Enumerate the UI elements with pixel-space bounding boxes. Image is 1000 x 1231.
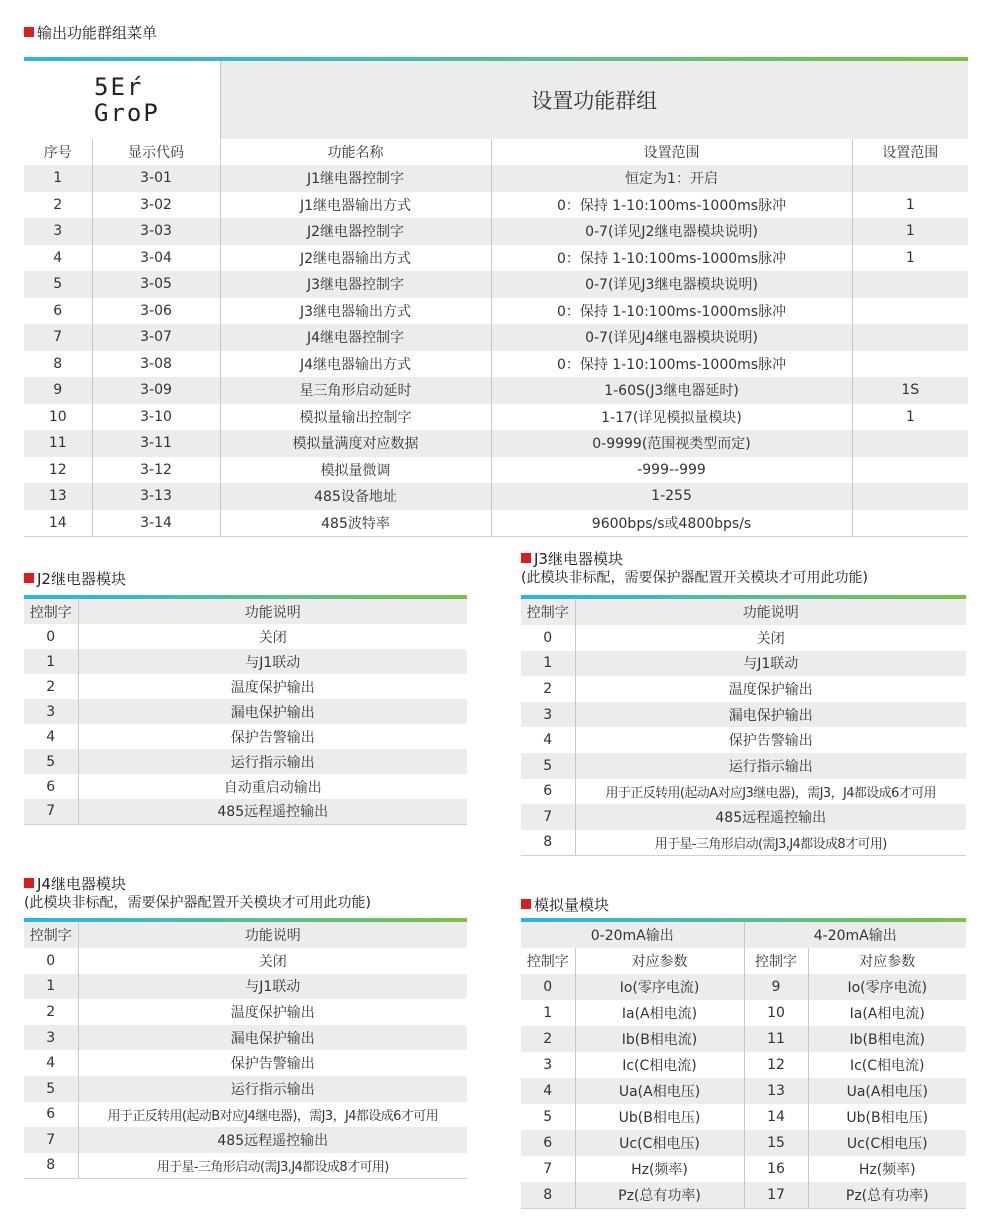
table-row: [24, 674, 467, 699]
j3-subtitle: (此模块非标配，需要保护器配置开关模块才可用此功能): [521, 570, 868, 586]
table-cell: 5: [24, 271, 92, 298]
analog-group-row: [521, 922, 966, 948]
table-cell: 3: [24, 699, 78, 724]
table-row: [521, 1156, 966, 1182]
table-cell: 4: [521, 1078, 575, 1104]
table-cell: Io(零序电流): [808, 974, 966, 1000]
header-cell: 对应参数: [575, 948, 744, 974]
table-row: [521, 1000, 966, 1026]
table-cell: 3-10: [92, 404, 220, 431]
table-cell: 3-05: [92, 271, 220, 298]
table-cell: 3-06: [92, 298, 220, 325]
table-cell: 2: [543, 680, 553, 697]
red-square-icon: [24, 878, 34, 888]
analog-section-title: [521, 896, 609, 914]
table-row: [24, 749, 467, 774]
table-row: [24, 799, 467, 824]
table-row: [24, 1153, 467, 1179]
table-cell: 12: [48, 461, 67, 478]
table-cell: 485设备地址: [220, 483, 491, 510]
table-cell: 3-01: [92, 165, 220, 192]
table-row: [521, 1104, 966, 1130]
logo-cell: [24, 61, 220, 139]
table-cell: 1: [852, 245, 968, 272]
table-row: [24, 218, 968, 245]
table-row: [521, 625, 966, 651]
analog-table: [521, 922, 966, 1209]
table-cell: 运行指示输出: [78, 749, 467, 774]
table-cell: Ua(A相电压): [575, 1078, 744, 1104]
header-cell: 设置范围: [852, 139, 968, 165]
table-cell: 保护告警输出: [575, 727, 966, 753]
header-cell: 功能名称: [220, 139, 491, 165]
j3-table: [521, 599, 966, 856]
j3-section-title: [521, 550, 623, 568]
analog-title-text: 模拟量模块: [534, 896, 610, 914]
table-cell: 0: [46, 628, 56, 645]
table-cell: 9: [744, 974, 808, 1000]
table-cell: 用于星-三角形启动(需J3,J4都设成8才可用): [78, 1153, 467, 1179]
table-cell: 1: [521, 651, 575, 677]
table-cell: 2: [46, 678, 56, 695]
header-cell: 控制字: [521, 599, 575, 625]
table-cell: 星三角形启动延时: [220, 377, 491, 404]
table-cell: 1: [24, 649, 78, 674]
table-cell: J3继电器输出方式: [220, 298, 491, 325]
j3-header-row: [521, 599, 966, 625]
table-cell: 7: [24, 1127, 78, 1153]
table-cell: 3-04: [92, 245, 220, 272]
table-cell: 漏电保护输出: [78, 1025, 467, 1051]
table-cell: 恒定为1：开启: [491, 165, 852, 192]
table-cell: 1-17(详见模拟量模块): [491, 404, 852, 431]
table-cell: J1继电器输出方式: [220, 192, 491, 219]
table-cell: 6: [46, 778, 56, 795]
table-cell: 1-255: [491, 483, 852, 510]
table-row: [521, 702, 966, 728]
table-cell: 8: [521, 830, 575, 856]
table-cell: 用于正反转用(起动A对应J3继电器)，需J3，J4都设成6才可用: [575, 779, 966, 805]
table-row: [24, 298, 968, 325]
table-cell: 4: [543, 732, 553, 749]
header-cell: 显示代码: [92, 139, 220, 165]
table-cell: 8: [521, 1182, 575, 1208]
table-cell: Hz(频率): [808, 1156, 966, 1182]
table-cell: 1: [24, 165, 92, 192]
table-cell: 0: [521, 974, 575, 1000]
table-cell: 用于正反转用(起动B对应J4继电器)，需J3，J4都设成6才可用: [78, 1102, 467, 1128]
table-row: [24, 699, 467, 724]
table-row: [521, 1130, 966, 1156]
table-cell: 6: [521, 1130, 575, 1156]
table-row: [521, 1026, 966, 1052]
table-cell: Pz(总有功率): [575, 1182, 744, 1208]
table-row: [24, 510, 968, 537]
table-cell: 3-02: [92, 192, 220, 219]
table-row: [24, 1025, 467, 1051]
red-square-icon: [521, 553, 531, 563]
table-cell: 关闭: [575, 625, 966, 651]
table-cell: Ib(B相电流): [808, 1026, 966, 1052]
table-cell: 0：保持 1-10:100ms-1000ms脉冲: [491, 298, 852, 325]
table-cell: 温度保护输出: [575, 676, 966, 702]
table-cell: J1继电器控制字: [220, 165, 491, 192]
table-cell: 9: [24, 377, 92, 404]
table-cell: 1: [852, 218, 968, 245]
table-cell: [852, 351, 968, 378]
table-cell: J2继电器输出方式: [220, 245, 491, 272]
table-cell: 1: [24, 974, 78, 1000]
table-cell: 3-09: [92, 377, 220, 404]
table-cell: 2: [521, 1026, 575, 1052]
table-row: [521, 974, 966, 1000]
table-row: [521, 830, 966, 856]
table-row: [24, 724, 467, 749]
table-cell: Io(零序电流): [575, 974, 744, 1000]
table-row: [521, 727, 966, 753]
table-row: [24, 1050, 467, 1076]
logo-line1: 5Eŕ: [94, 73, 144, 101]
table-cell: 8: [24, 1153, 78, 1179]
table-cell: J3继电器控制字: [220, 271, 491, 298]
j4-subtitle: (此模块非标配，需要保护器配置开关模块才可用此功能): [24, 895, 371, 911]
table-cell: Uc(C相电压): [575, 1130, 744, 1156]
table-cell: 温度保护输出: [78, 999, 467, 1025]
table-cell: 13: [744, 1078, 808, 1104]
table-cell: 1: [543, 1005, 553, 1021]
table-cell: 3: [24, 218, 92, 245]
j4-header-row: [24, 922, 467, 948]
table-cell: 485波特率: [220, 510, 491, 537]
j4-title-text: J4继电器模块: [37, 875, 126, 893]
table-cell: 11: [744, 1026, 808, 1052]
table-cell: 与J1联动: [575, 651, 966, 677]
table-cell: Ic(C相电流): [808, 1052, 966, 1078]
header-cell: 控制字: [521, 948, 575, 974]
table-row: [521, 779, 966, 805]
table-cell: 5: [24, 1076, 78, 1102]
table-row: [521, 804, 966, 830]
group-left-header: 0-20mA输出: [521, 922, 744, 948]
table-cell: 漏电保护输出: [575, 702, 966, 728]
table-cell: 15: [744, 1130, 808, 1156]
j4-table: [24, 922, 467, 1179]
table-cell: 1: [852, 192, 968, 219]
table-cell: 运行指示输出: [575, 753, 966, 779]
table-row: [24, 351, 968, 378]
table-row: [24, 974, 467, 1000]
table-row: [24, 1127, 467, 1153]
table-cell: 保护告警输出: [78, 1050, 467, 1076]
table-cell: 1-60S(J3继电器延时): [491, 377, 852, 404]
table-cell: 17: [744, 1182, 808, 1208]
table-cell: Hz(频率): [575, 1156, 744, 1182]
j2-section-title: [24, 570, 126, 588]
table-cell: 3-13: [92, 483, 220, 510]
table-cell: [852, 324, 968, 351]
table-cell: 自动重启动输出: [78, 774, 467, 799]
table-cell: 9600bps/s或4800bps/s: [491, 510, 852, 537]
main-section-title-text: 输出功能群组菜单: [37, 24, 158, 42]
table-cell: J4继电器控制字: [220, 324, 491, 351]
table-cell: 14: [744, 1104, 808, 1130]
main-banner-row: [24, 61, 968, 139]
table-cell: 7: [521, 804, 575, 830]
header-cell: 功能说明: [575, 599, 966, 625]
table-cell: 11: [24, 430, 92, 457]
table-cell: 6: [53, 302, 63, 319]
table-cell: 3-14: [92, 510, 220, 537]
table-cell: J4继电器输出方式: [220, 351, 491, 378]
table-cell: 3-12: [92, 457, 220, 484]
table-cell: 0-7(详见J2继电器模块说明): [491, 218, 852, 245]
table-cell: Ib(B相电流): [575, 1026, 744, 1052]
main-header-row: [24, 139, 968, 165]
table-row: [521, 1078, 966, 1104]
main-table: [24, 61, 968, 537]
banner-title: 设置功能群组: [220, 61, 968, 139]
table-cell: 6: [46, 1106, 56, 1123]
table-row: [24, 404, 968, 431]
table-row: [521, 651, 966, 677]
table-cell: 4: [46, 1055, 56, 1072]
header-cell: 控制字: [24, 922, 78, 948]
table-cell: 保护告警输出: [78, 724, 467, 749]
table-cell: 5: [24, 749, 78, 774]
table-cell: 与J1联动: [78, 649, 467, 674]
main-section-title: [24, 24, 157, 42]
table-cell: 1S: [852, 377, 968, 404]
table-cell: 485远程遥控输出: [78, 799, 467, 824]
table-cell: 模拟量满度对应数据: [220, 430, 491, 457]
header-cell: 控制字: [24, 599, 78, 624]
logo-line2: GroP: [94, 99, 160, 127]
table-cell: 13: [24, 483, 92, 510]
table-row: [24, 457, 968, 484]
j2-header-row: [24, 599, 467, 624]
table-cell: 7: [543, 1161, 553, 1177]
table-cell: Ia(A相电流): [808, 1000, 966, 1026]
table-cell: [852, 483, 968, 510]
table-row: [24, 192, 968, 219]
table-row: [24, 1076, 467, 1102]
table-row: [521, 1052, 966, 1078]
header-cell: 设置范围: [491, 139, 852, 165]
table-cell: Ub(B相电压): [808, 1104, 966, 1130]
table-row: [24, 1102, 467, 1128]
table-cell: 0-9999(范围视类型而定): [491, 430, 852, 457]
table-cell: -999--999: [491, 457, 852, 484]
table-cell: [852, 165, 968, 192]
table-cell: Pz(总有功率): [808, 1182, 966, 1208]
table-cell: 0: [46, 952, 56, 969]
table-cell: 2: [46, 1003, 56, 1020]
table-cell: Ub(B相电压): [575, 1104, 744, 1130]
table-cell: 漏电保护输出: [78, 699, 467, 724]
table-cell: 用于星-三角形启动(需J3,J4都设成8才可用): [575, 830, 966, 856]
table-cell: 5: [521, 753, 575, 779]
table-cell: 485远程遥控输出: [78, 1127, 467, 1153]
table-cell: Ic(C相电流): [575, 1052, 744, 1078]
table-cell: 模拟量输出控制字: [220, 404, 491, 431]
table-cell: 1: [852, 404, 968, 431]
table-cell: 7: [24, 799, 78, 824]
header-cell: 功能说明: [78, 922, 467, 948]
table-cell: 2: [53, 196, 63, 213]
j4-section-title: [24, 875, 126, 893]
table-cell: [852, 430, 968, 457]
table-cell: Ia(A相电流): [575, 1000, 744, 1026]
table-cell: 0：保持 1-10:100ms-1000ms脉冲: [491, 192, 852, 219]
table-cell: 关闭: [78, 948, 467, 974]
table-cell: 10: [48, 408, 67, 425]
table-row: [24, 324, 968, 351]
table-row: [24, 948, 467, 974]
table-cell: 与J1联动: [78, 974, 467, 1000]
table-cell: [852, 298, 968, 325]
j2-table: [24, 599, 467, 825]
table-cell: 0: [543, 629, 553, 646]
header-cell: 序号: [24, 139, 92, 165]
table-cell: 3: [543, 1057, 553, 1073]
table-cell: 3: [24, 1025, 78, 1051]
header-cell: 功能说明: [78, 599, 467, 624]
table-row: [521, 1182, 966, 1208]
table-cell: 0-7(详见J4继电器模块说明): [491, 324, 852, 351]
table-cell: 温度保护输出: [78, 674, 467, 699]
table-cell: 0：保持 1-10:100ms-1000ms脉冲: [491, 351, 852, 378]
table-cell: 5: [543, 1109, 553, 1125]
table-cell: J2继电器控制字: [220, 218, 491, 245]
table-cell: 14: [24, 510, 92, 537]
header-cell: 对应参数: [808, 948, 966, 974]
table-cell: Ua(A相电压): [808, 1078, 966, 1104]
table-cell: 3-07: [92, 324, 220, 351]
table-row: [24, 271, 968, 298]
table-row: [24, 245, 968, 272]
table-cell: 3-11: [92, 430, 220, 457]
table-cell: 4: [46, 728, 56, 745]
table-cell: 10: [744, 1000, 808, 1026]
table-row: [24, 165, 968, 192]
table-cell: 8: [53, 355, 63, 372]
header-cell: 控制字: [744, 948, 808, 974]
table-cell: 3: [521, 702, 575, 728]
table-row: [521, 753, 966, 779]
table-row: [24, 430, 968, 457]
red-square-icon: [24, 573, 34, 583]
table-cell: 4: [53, 249, 63, 266]
table-row: [521, 676, 966, 702]
table-row: [24, 649, 467, 674]
table-cell: 12: [744, 1052, 808, 1078]
table-row: [24, 624, 467, 649]
table-cell: 关闭: [78, 624, 467, 649]
table-row: [24, 999, 467, 1025]
table-cell: 3-08: [92, 351, 220, 378]
analog-header-row: [521, 948, 966, 974]
table-cell: [852, 271, 968, 298]
table-row: [24, 483, 968, 510]
j3-title-text: J3继电器模块: [534, 550, 623, 568]
table-row: [24, 377, 968, 404]
red-square-icon: [521, 899, 531, 909]
table-cell: 0：保持 1-10:100ms-1000ms脉冲: [491, 245, 852, 272]
table-cell: 0-7(详见J3继电器模块说明): [491, 271, 852, 298]
table-cell: Uc(C相电压): [808, 1130, 966, 1156]
red-square-icon: [24, 27, 34, 37]
group-right-header: 4-20mA输出: [744, 922, 966, 948]
table-cell: 485远程遥控输出: [575, 804, 966, 830]
table-cell: 运行指示输出: [78, 1076, 467, 1102]
table-cell: 16: [744, 1156, 808, 1182]
table-cell: 7: [24, 324, 92, 351]
table-cell: [852, 457, 968, 484]
table-row: [24, 774, 467, 799]
table-cell: 模拟量微调: [220, 457, 491, 484]
table-cell: [852, 510, 968, 537]
table-cell: 3-03: [92, 218, 220, 245]
j2-title-text: J2继电器模块: [37, 570, 126, 588]
table-cell: 6: [543, 783, 553, 800]
